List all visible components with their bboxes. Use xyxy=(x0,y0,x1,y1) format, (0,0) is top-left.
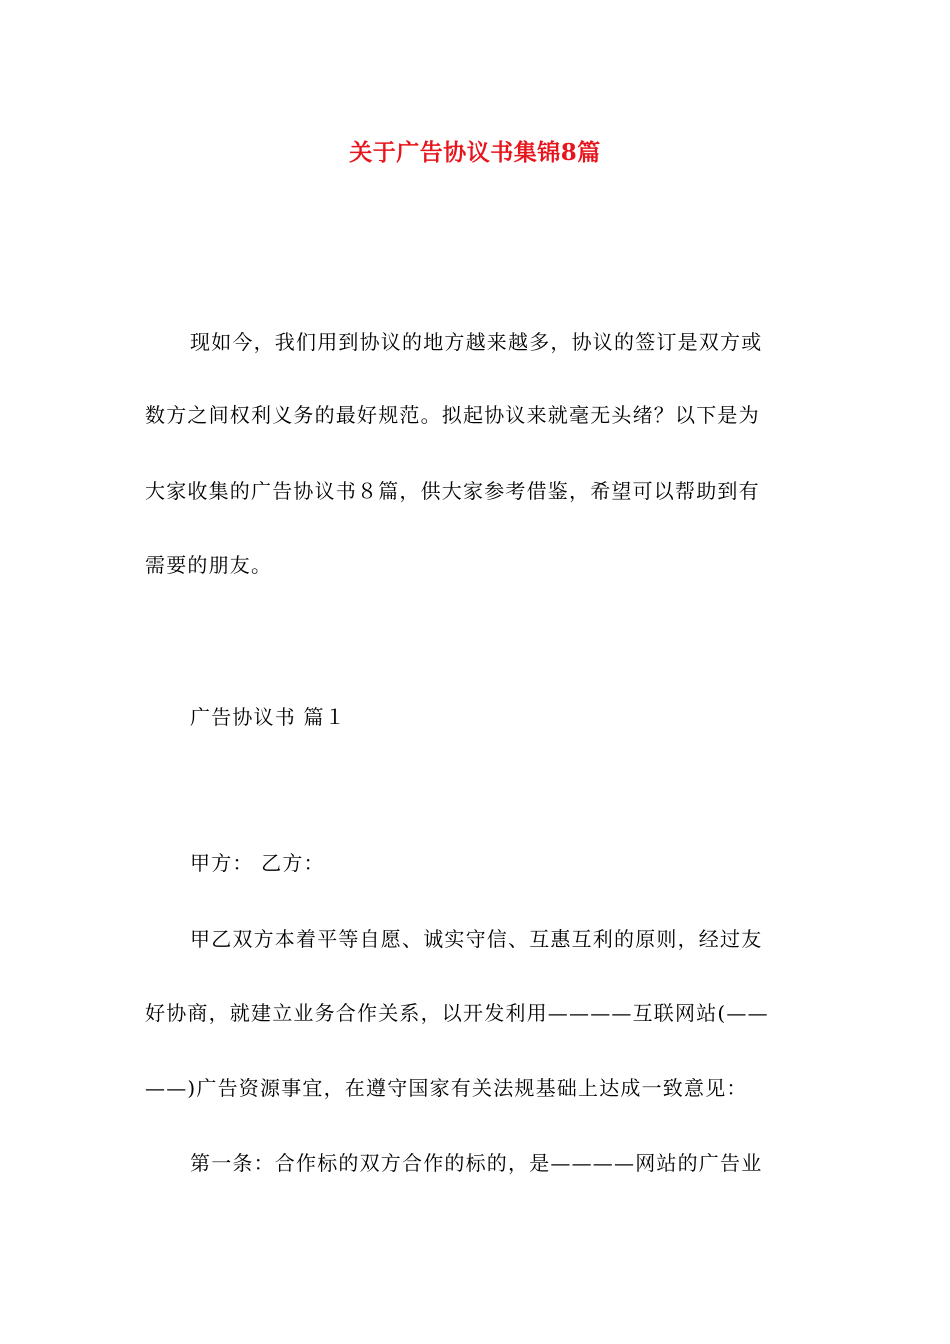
paragraph-line: 需要的朋友。 xyxy=(145,553,273,577)
document-title: 关于广告协议书集锦8篇 xyxy=(349,139,601,166)
paragraph-line: 数方之间权利义务的最好规范。拟起协议来就毫无头绪？以下是为 xyxy=(145,403,760,427)
section-heading: 广告协议书 篇１ xyxy=(190,705,346,729)
paragraph-line: 好协商，就建立业务合作关系，以开发利用————互联网站(—— xyxy=(145,1001,769,1025)
party-line: 甲方： 乙方： xyxy=(190,851,325,875)
paragraph-line: 甲乙双方本着平等自愿、诚实守信、互惠互利的原则，经过友 xyxy=(190,927,763,951)
paragraph-line: ——)广告资源事宜，在遵守国家有关法规基础上达成一致意见： xyxy=(145,1076,748,1100)
paragraph-line: 第一条：合作标的双方合作的标的，是————网站的广告业 xyxy=(190,1151,763,1175)
paragraph-line: 大家收集的广告协议书８篇，供大家参考借鉴，希望可以帮助到有 xyxy=(145,479,760,503)
paragraph-line: 现如今，我们用到协议的地方越来越多，协议的签订是双方或 xyxy=(190,330,763,354)
